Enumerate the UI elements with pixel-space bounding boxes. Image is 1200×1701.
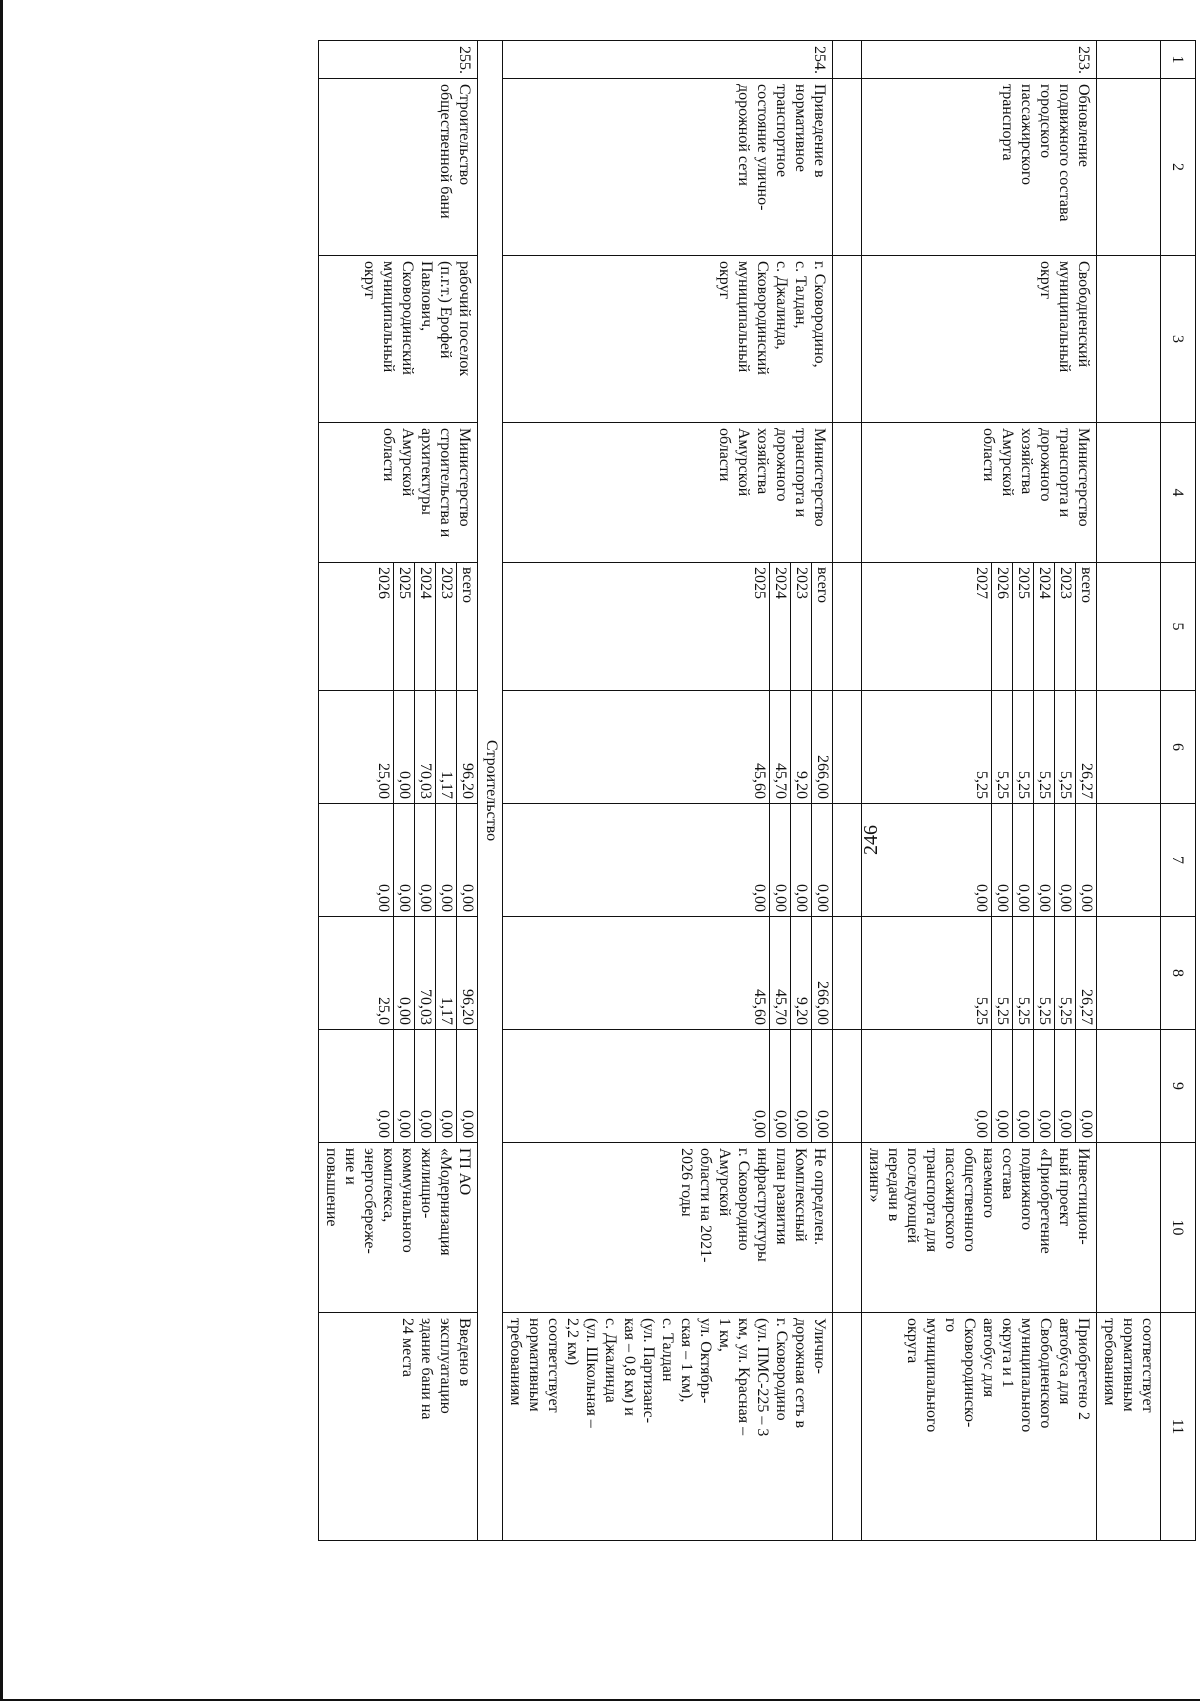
amount: 0,00 [375,1110,392,1138]
measure-name: Приведение в нормативное транспортное состояние улично- дорожной сети [503,79,833,256]
table-row [319,41,478,1541]
amount: 0,00 [973,884,990,912]
amount: 0,00 [994,1110,1011,1138]
expected-result: Введено в эксплуатацию здание бани на 24 места [319,1313,478,1541]
amount: 1,17 [438,997,455,1025]
year-label: 2025 [396,567,413,599]
regional-amount-cell [862,917,1097,1030]
measure-name: Строительство общественной бани [319,79,478,256]
amount: 25,0 [375,997,392,1025]
other-amount-cell [319,1030,478,1143]
amount: 0,00 [1078,1110,1095,1138]
year-label: 2023 [438,567,455,599]
location: г. Сковородино, с. Талдан, с. Джалинда, Сковородинский муниципальный округ [503,256,833,423]
continuation-row [1097,41,1161,1541]
amount: 0,00 [814,1110,831,1138]
amount: 0,00 [1057,884,1074,912]
col-header: 11 [1161,1313,1196,1541]
years-cell [319,563,478,691]
expected-result: Улично- дорожная сеть в г. Сковородино (ул. ПМС-225 – 3 км, ул. Красная – 1 км, ул. Октябрь- ская – 1 км), с. Талдан (ул. Партизанс- кая – 0,8 км) и с. Джалинда (ул. Школьная – 2,2 км) соответствует нормативным требованиям [503,1313,833,1541]
total-amount-cell [319,691,478,804]
year-label: 2025 [751,567,768,599]
col-header: 10 [1161,1143,1196,1313]
table-row [503,41,833,1541]
amount: 45,60 [751,989,768,1025]
year-label: всего [459,567,476,604]
amount: 25,00 [375,763,392,799]
scan-edge-left [0,0,3,1701]
program-source: Инвестицион- ный проект «Приобретение подвижного состава наземного общественного пассажирского транспорта для последующей передачи в лизинг» [862,1143,1097,1313]
year-label: 2024 [417,567,434,599]
amount: 5,25 [1015,997,1032,1025]
amount: 266,00 [814,755,831,799]
year-label: всего [814,567,831,604]
location: Свободненский муниципальный округ [862,256,1097,423]
other-amount-cell [862,1030,1097,1143]
expected-result: Приобретено 2 автобуса для Свободненского муниципального округа и 1 автобус для Сковородинско- го муниципального округа [862,1313,1097,1541]
amount: 0,00 [793,884,810,912]
amount: 0,00 [772,884,789,912]
federal-amount-cell [862,804,1097,917]
total-amount-cell [503,691,833,804]
amount: 45,70 [772,763,789,799]
amount: 26,27 [1078,763,1095,799]
col-header: 9 [1161,1030,1196,1143]
amount: 5,25 [1057,771,1074,799]
amount: 5,25 [1036,771,1053,799]
responsible: Министерство транспорта и дорожного хозяйства Амурской области [503,423,833,563]
program-source: ГП АО «Модернизация жилищно- коммунального комплекса, энергосбереже- ние и повышение [319,1143,478,1313]
amount: 0,00 [1036,884,1053,912]
amount: 0,00 [751,1110,768,1138]
amount: 0,00 [396,771,413,799]
amount: 5,25 [994,997,1011,1025]
amount: 0,00 [1036,1110,1053,1138]
row-number: 253. [862,41,1097,79]
amount: 0,00 [1015,884,1032,912]
col-header: 3 [1161,256,1196,423]
amount: 45,60 [751,763,768,799]
program-source: Не определен. Комплексный план развития инфраструктуры г. Сковородино Амурской области на 2021- 2026 годы [503,1143,833,1313]
col-header: 8 [1161,917,1196,1030]
landscape-table-container [318,40,1196,1541]
responsible: Министерство строительства и архитектуры Амурской области [319,423,478,563]
amount: 0,00 [814,884,831,912]
amount: 0,00 [751,884,768,912]
amount: 0,00 [417,1110,434,1138]
amount: 0,00 [1057,1110,1074,1138]
col-header: 1 [1161,41,1196,79]
year-label: 2024 [1036,567,1053,599]
amount: 0,00 [1015,1110,1032,1138]
amount: 5,25 [1015,771,1032,799]
year-label: 2026 [375,567,392,599]
amount: 96,20 [459,989,476,1025]
section-title: Строительство [478,41,503,1541]
amount: 0,00 [417,884,434,912]
amount: 0,00 [459,1110,476,1138]
year-label: 2026 [994,567,1011,599]
responsible: Министерство транспорта и дорожного хозяйства Амурской области [862,423,1097,563]
amount: 5,25 [1036,997,1053,1025]
amount: 0,00 [396,884,413,912]
regional-amount-cell [319,917,478,1030]
amount: 0,00 [438,884,455,912]
amount: 0,00 [459,884,476,912]
amount: 0,00 [994,884,1011,912]
amount: 9,20 [793,997,810,1025]
table-row [862,41,1097,1541]
year-label: всего [1078,567,1095,604]
col-header: 7 [1161,804,1196,917]
continuation-result: соответствует нормативным требованиям [1097,1313,1161,1541]
year-label: 2023 [1057,567,1074,599]
amount: 96,20 [459,763,476,799]
other-amount-cell [503,1030,833,1143]
spacer-row [833,41,862,1541]
amount: 0,00 [772,1110,789,1138]
amount: 0,00 [1078,884,1095,912]
amount: 0,00 [396,1110,413,1138]
year-label: 2023 [793,567,810,599]
col-header: 6 [1161,691,1196,804]
amount: 0,00 [438,1110,455,1138]
total-amount-cell [862,691,1097,804]
amount: 0,00 [973,1110,990,1138]
year-label: 2027 [973,567,990,599]
amount: 9,20 [793,771,810,799]
federal-amount-cell [503,804,833,917]
amount: 70,03 [417,989,434,1025]
amount: 45,70 [772,989,789,1025]
amount: 5,25 [1057,997,1074,1025]
location: рабочий поселок (п.г.т.) Ерофей Павлович, Сковородинский муниципальный округ [319,256,478,423]
header-row [1161,41,1196,1541]
amount: 1,17 [438,771,455,799]
amount: 5,25 [973,771,990,799]
row-number: 254. [503,41,833,79]
amount: 0,00 [396,997,413,1025]
federal-amount-cell [319,804,478,917]
col-header: 2 [1161,79,1196,256]
section-row [478,41,503,1541]
program-table [318,40,1196,1541]
year-label: 2024 [772,567,789,599]
row-number: 255. [319,41,478,79]
col-header: 4 [1161,423,1196,563]
amount: 0,00 [793,1110,810,1138]
amount: 5,25 [994,771,1011,799]
amount: 266,00 [814,981,831,1025]
years-cell [862,563,1097,691]
page-number: 246 [860,825,882,855]
years-cell [503,563,833,691]
amount: 70,03 [417,763,434,799]
col-header: 5 [1161,563,1196,691]
year-label: 2025 [1015,567,1032,599]
amount: 26,27 [1078,989,1095,1025]
amount: 0,00 [375,884,392,912]
amount: 5,25 [973,997,990,1025]
regional-amount-cell [503,917,833,1030]
measure-name: Обновление подвижного состава городского пассажирского транспорта [862,79,1097,256]
